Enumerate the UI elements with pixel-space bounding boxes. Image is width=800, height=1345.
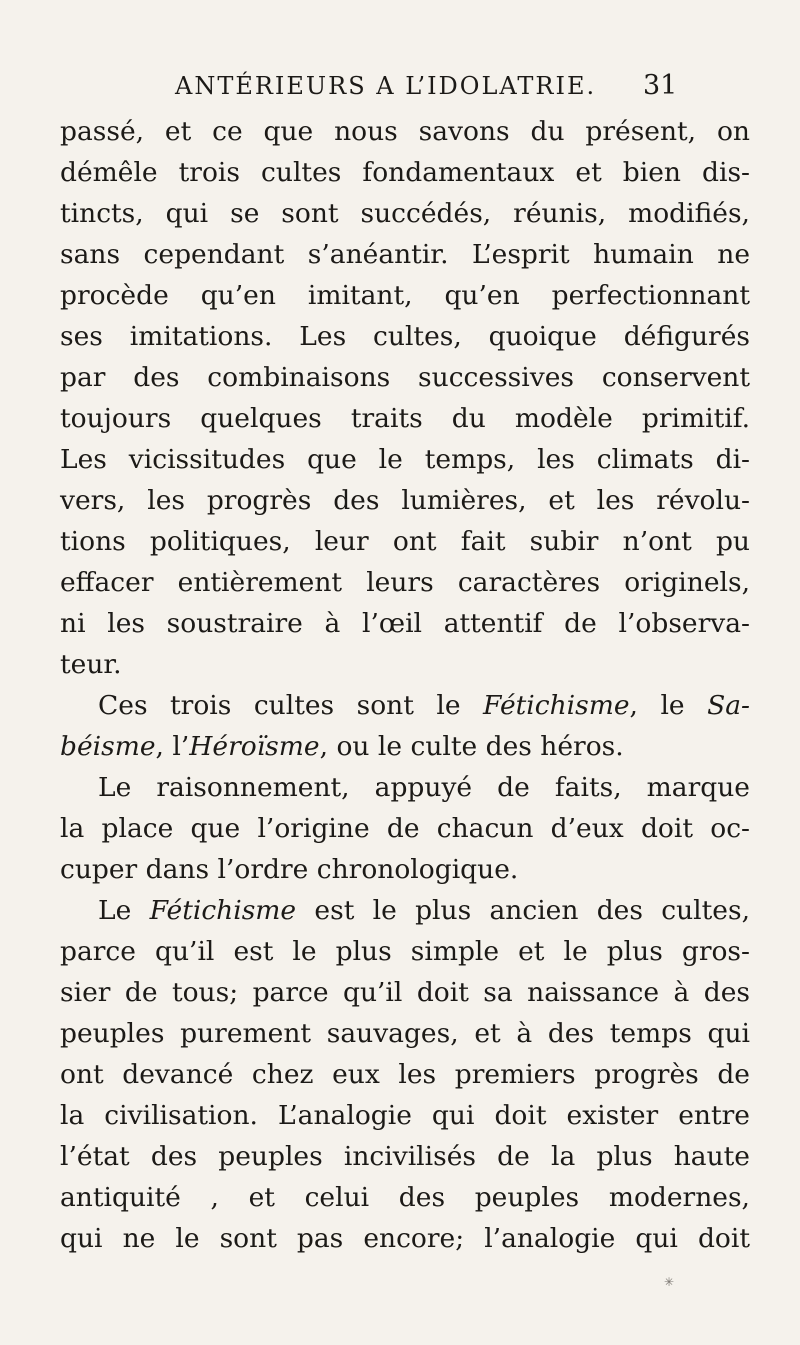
- text-run: , ou le culte des héros.: [319, 731, 624, 762]
- text-line: teur.: [60, 649, 122, 680]
- text-line: démêle trois cultes fondamentaux et bien dis-: [60, 157, 750, 188]
- text-line: procède qu’en imitant, qu’en perfectionnant: [60, 280, 750, 311]
- text-line: effacer entièrement leurs caractères originels,: [60, 567, 750, 598]
- text-line: cuper dans l’ordre chronologique.: [60, 854, 519, 885]
- italic-term: Fétichisme: [483, 690, 630, 721]
- running-title: ANTÉRIEURS A L’IDOLATRIE.: [175, 72, 597, 100]
- italic-term: Fétichisme: [149, 895, 297, 926]
- text-run: Le: [98, 895, 150, 926]
- printer-mark: ✳: [664, 1275, 675, 1289]
- text-line: sans cependant s’anéantir. L’esprit humain ne: [60, 239, 750, 270]
- text-line: toujours quelques traits du modèle primitif.: [60, 403, 750, 434]
- italic-term: Héroïsme: [189, 731, 320, 762]
- text-line: tions politiques, leur ont fait subir n’ont pu: [60, 526, 750, 557]
- body-text: [60, 111, 750, 1259]
- text-line: vers, les progrès des lumières, et les révolu-: [60, 485, 750, 516]
- text-line: qui ne le sont pas encore; l’analogie qui doit: [60, 1223, 750, 1254]
- text-line: Les vicissitudes que le temps, les climats di-: [60, 444, 750, 475]
- italic-term: béisme: [60, 731, 156, 762]
- text-line: ni les soustraire à l’œil attentif de l’observa-: [60, 608, 750, 639]
- text-line: ses imitations. Les cultes, quoique défigurés: [60, 321, 750, 352]
- text-line: tincts, qui se sont succédés, réunis, modifiés,: [60, 198, 750, 229]
- text-line: sier de tous; parce qu’il doit sa naissance à des: [60, 977, 750, 1008]
- text-line: l’état des peuples incivilisés de la plus haute: [60, 1141, 750, 1172]
- text-line: antiquité , et celui des peuples modernes,: [60, 1182, 750, 1213]
- text-line: peuples purement sauvages, et à des temps qui: [60, 1018, 750, 1049]
- text-line: la place que l’origine de chacun d’eux doit oc-: [60, 813, 750, 844]
- text-run: Ces trois cultes sont le: [98, 690, 483, 721]
- italic-term: Sa-: [707, 690, 750, 721]
- text-line: passé, et ce que nous savons du présent, on: [60, 116, 750, 147]
- text-line: [60, 726, 750, 767]
- text-run: , le: [629, 690, 708, 721]
- text-line: parce qu’il est le plus simple et le plus gros-: [60, 936, 750, 967]
- text-line: [60, 685, 750, 726]
- text-line: ont devancé chez eux les premiers progrès de: [60, 1059, 750, 1090]
- text-run: est le plus ancien des cultes,: [296, 895, 750, 926]
- text-run: , l’: [155, 731, 190, 762]
- text-line: la civilisation. L’analogie qui doit exister entre: [60, 1100, 750, 1131]
- text-line: [60, 890, 750, 931]
- page-number: 31: [643, 70, 678, 101]
- text-line: par des combinaisons successives conservent: [60, 362, 750, 393]
- text-line: Le raisonnement, appuyé de faits, marque: [98, 772, 750, 803]
